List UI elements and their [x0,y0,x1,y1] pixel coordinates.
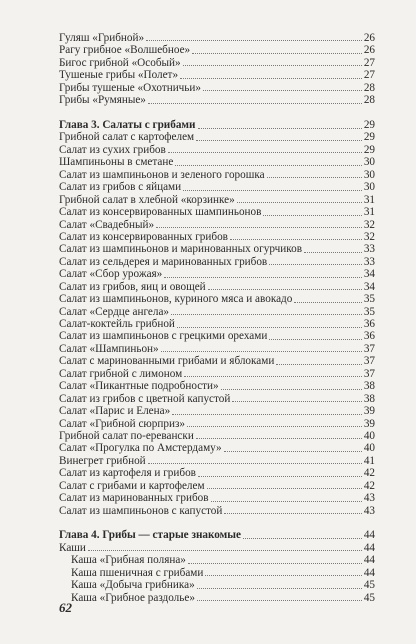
toc-entry [59,219,375,231]
toc-entry-title: Салат «Пикантные подробности» [59,380,219,393]
toc-entry [59,567,375,579]
toc-entry [59,579,375,591]
dot-leader [232,401,361,402]
toc-entry [59,331,375,343]
dot-leader [188,563,362,564]
toc-entry [59,455,375,467]
toc-entry-page: 27 [363,56,375,69]
toc-entry-title: Грибы тушеные «Охотничьи» [59,81,201,94]
dot-leader [208,289,362,290]
toc-entry [59,44,375,56]
toc-entry [59,231,375,243]
dot-leader [148,463,362,464]
toc-entry [59,480,375,492]
dot-leader [161,351,362,352]
toc-entry-page: 28 [363,94,375,107]
toc-entry [59,343,375,355]
toc-entry-title: Салат из грибов с цветной капустой [59,392,231,405]
dot-leader [187,426,362,427]
toc-entry-page: 30 [363,181,375,194]
toc-entry-title: Салат-коктейль грибной [59,318,175,331]
toc-entry-title: Салат «Парис и Елена» [59,405,171,418]
dot-leader [294,302,361,303]
dot-leader [230,239,362,240]
toc-entry-title: Салат «Сбор урожая» [59,268,163,281]
toc-entry-title: Салат «Свадебный» [59,218,155,231]
toc-entry-page: 38 [363,380,375,393]
toc-entry-page: 40 [363,442,375,455]
toc-entry-page: 35 [363,293,375,306]
toc-entry [59,256,375,268]
toc-entry-title: Салат из шампиньонов и зеленого горошка [59,168,265,181]
toc-entry-title: Салат из грибов, яиц и овощей [59,280,206,293]
toc-entry-page: 37 [363,342,375,355]
page-number: 62 [59,600,72,615]
toc-entry-page: 37 [363,367,375,380]
toc-entry-title: Салат из шампиньонов с грецкими орехами [59,330,268,343]
dot-leader [197,588,362,589]
dot-leader [237,202,362,203]
toc-entry-page: 40 [363,429,375,442]
dot-leader [88,550,362,551]
toc-entry [59,268,375,280]
toc-entry-page: 39 [363,405,375,418]
dot-leader [148,103,362,104]
dot-leader [304,252,362,253]
toc-entry-title: Салат из сухих грибов [59,143,166,156]
toc-entry [59,368,375,380]
toc-entry-title: Салат «Грибной сюрприз» [59,417,185,430]
toc-entry-title: Винегрет грибной [59,454,146,467]
toc-entry-title: Гуляш «Грибной» [59,31,145,44]
toc-entry-title: Глава 4. Грибы — старые знакомые [59,529,241,542]
dot-leader [183,190,362,191]
dot-leader [207,488,362,489]
dot-leader [224,451,362,452]
toc-entry [59,467,375,479]
toc-entry-title: Глава 3. Салаты с грибами [59,119,196,132]
toc-entry [59,418,375,430]
toc-entry-page: 44 [363,541,375,554]
dot-leader [269,264,362,265]
toc-entry-title: Салат из шампиньонов, куриного мяса и авокадо [59,293,293,306]
dot-leader [197,600,362,601]
toc-entry-page: 45 [363,591,375,604]
dot-leader [263,215,361,216]
toc-entry-page: 38 [363,392,375,405]
dot-leader [276,364,361,365]
toc-entry-title: Салат из грибов с яйцами [59,181,182,194]
toc-entry [59,380,375,392]
dot-leader [198,476,362,477]
dot-leader [168,152,362,153]
toc-entry-title: Салат из шампиньонов с капустой [59,504,223,517]
toc-entry [59,181,375,193]
dot-leader [192,53,362,54]
toc-entry [59,32,375,44]
toc-entry-page: 29 [363,119,375,132]
toc-entry-page: 33 [363,255,375,268]
toc-entry [59,554,375,566]
toc-entry-page: 36 [363,330,375,343]
dot-leader [221,389,362,390]
toc-entry-title: Каша «Грибная поляна» [71,554,186,567]
toc-entry [59,144,375,156]
toc-entry-page: 41 [363,454,375,467]
toc-entry-title: Салат из консервированных шампиньонов [59,206,262,219]
toc-entry [59,542,375,554]
toc-entry-page: 26 [363,44,375,57]
dot-leader [205,575,361,576]
toc-entry-title: Грибной салат по-еревански [59,429,194,442]
dot-leader [198,128,362,129]
toc-entry-page: 32 [363,230,375,243]
toc-entry [59,306,375,318]
toc-entry [59,132,375,144]
toc-entry-page: 42 [363,479,375,492]
toc-entry [59,355,375,367]
toc-entry-page: 29 [363,143,375,156]
dot-leader [172,414,362,415]
dot-leader [156,227,362,228]
toc-entry-title: Салат с грибами и картофелем [59,479,205,492]
toc-entry [59,206,375,218]
toc-entry-title: Шампиньоны в сметане [59,156,174,169]
toc-entry-page: 43 [363,504,375,517]
toc-entry-page: 28 [363,81,375,94]
toc-entry [59,94,375,106]
toc-entry-page: 43 [363,492,375,505]
toc-entry-page: 44 [363,566,375,579]
table-of-contents [59,32,375,604]
dot-leader [183,65,362,66]
toc-entry-title: Тушеные грибы «Полет» [59,69,179,82]
toc-entry [59,492,375,504]
toc-entry-page: 29 [363,131,375,144]
dot-leader [171,314,362,315]
dot-leader [184,376,362,377]
toc-entry [59,281,375,293]
section-gap [59,517,375,529]
toc-entry-title: Салат «Шампиньон» [59,342,159,355]
toc-entry-page: 42 [363,467,375,480]
toc-entry-title: Каша пшеничная с грибами [71,566,204,579]
dot-leader [175,165,361,166]
toc-entry [59,430,375,442]
dot-leader [196,140,362,141]
toc-entry-title: Грибы «Румяные» [59,94,146,107]
toc-entry [59,169,375,181]
toc-entry-page: 37 [363,355,375,368]
dot-leader [146,40,362,41]
toc-entry-title: Салат из консервированных грибов [59,230,228,243]
toc-entry-title: Грибной салат с картофелем [59,131,195,144]
toc-entry-title: Салат из картофеля и грибов [59,467,196,480]
toc-entry-page: 45 [363,579,375,592]
toc-entry-page: 31 [363,206,375,219]
toc-entry-page: 34 [363,268,375,281]
toc-entry-page: 44 [363,554,375,567]
section-gap [59,107,375,119]
dot-leader [243,538,362,539]
toc-entry [59,393,375,405]
toc-entry-page: 31 [363,193,375,206]
dot-leader [203,90,362,91]
toc-entry-page: 36 [363,318,375,331]
toc-chapter-heading [59,530,375,542]
toc-entry-title: Салат из шампиньонов и маринованных огурчиков [59,243,302,256]
dot-leader [177,327,362,328]
toc-entry [59,293,375,305]
toc-entry-title: Салат с маринованными грибами и яблоками [59,355,275,368]
toc-entry [59,442,375,454]
toc-entry-title: Каша «Добыча грибника» [71,579,195,592]
toc-entry [59,194,375,206]
toc-entry-page: 35 [363,305,375,318]
toc-entry-page: 27 [363,69,375,82]
dot-leader [267,177,362,178]
toc-entry [59,156,375,168]
toc-entry-page: 30 [363,168,375,181]
toc-entry [59,318,375,330]
toc-entry-page: 33 [363,243,375,256]
toc-entry [59,57,375,69]
toc-entry-title: Салат грибной с лимоном [59,367,183,380]
toc-entry [59,82,375,94]
toc-chapter-heading [59,119,375,131]
toc-entry [59,243,375,255]
toc-entry-title: Салат «Прогулка по Амстердаму» [59,442,222,455]
toc-entry-page: 32 [363,218,375,231]
toc-entry-title: Салат из сельдерея и маринованных грибов [59,255,268,268]
toc-entry [59,405,375,417]
toc-entry [59,69,375,81]
dot-leader [196,438,362,439]
toc-entry [59,505,375,517]
toc-entry-title: Каша «Грибное раздолье» [71,591,195,604]
toc-entry-page: 30 [363,156,375,169]
toc-entry-title: Рагу грибное «Волшебное» [59,44,191,57]
toc-entry-title: Грибной салат в хлебной «корзинке» [59,193,235,206]
dot-leader [224,513,361,514]
dot-leader [211,501,362,502]
toc-entry-page: 39 [363,417,375,430]
toc-entry-title: Бигос грибной «Особый» [59,56,181,69]
toc-entry [59,592,375,604]
dot-leader [269,339,361,340]
dot-leader [180,78,362,79]
toc-entry-title: Салат «Сердце ангела» [59,305,170,318]
toc-entry-page: 34 [363,280,375,293]
dot-leader [164,277,362,278]
toc-entry-page: 26 [363,31,375,44]
toc-entry-title: Каши [59,541,86,554]
toc-entry-page: 44 [363,529,375,542]
toc-entry-title: Салат из маринованных грибов [59,492,209,505]
